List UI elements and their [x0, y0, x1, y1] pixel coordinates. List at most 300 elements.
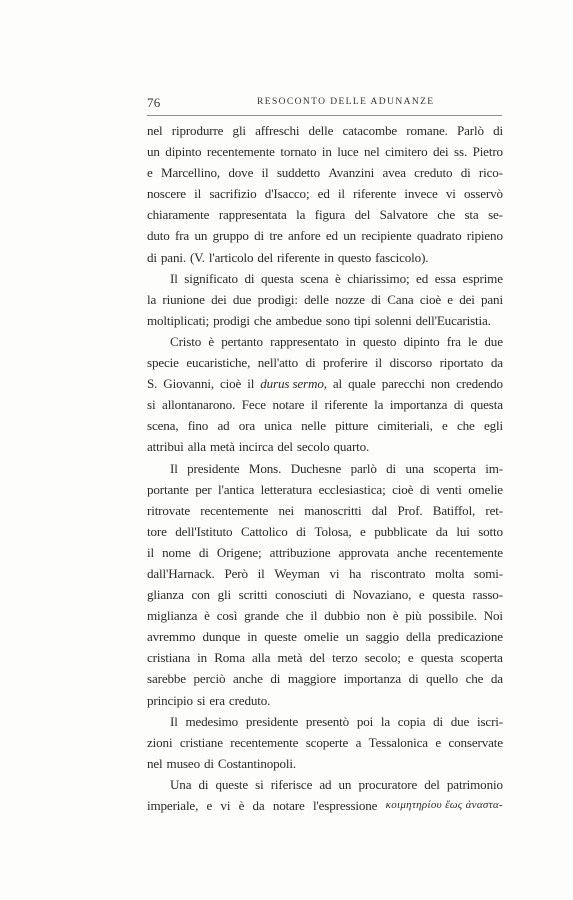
word: quello [426, 671, 458, 687]
word: Duchesne [290, 460, 342, 476]
word: di [493, 123, 503, 138]
word: miglianza [147, 608, 198, 624]
word: nel [147, 755, 163, 771]
word: anfore [288, 228, 321, 244]
word: con [191, 587, 210, 603]
word: (V. [189, 249, 205, 265]
word: riportato [439, 355, 484, 371]
word: alla [187, 439, 206, 455]
text-line [147, 711, 503, 732]
word: e [407, 650, 414, 666]
word: di [270, 671, 281, 687]
word: di [335, 587, 346, 603]
word: è [392, 608, 399, 624]
word: di [453, 397, 464, 413]
word: il [375, 355, 383, 371]
word: è [335, 270, 341, 286]
word: dei [433, 144, 449, 160]
word: vi [329, 565, 340, 581]
word: di [203, 755, 214, 771]
text-line [147, 521, 503, 542]
word: della [406, 629, 431, 645]
word: l'espressione [312, 798, 378, 813]
word: credendo [456, 376, 503, 392]
word: proferire [323, 355, 368, 371]
word: prodigi [213, 312, 250, 328]
text-line [147, 394, 503, 415]
word: recentemente [230, 734, 299, 750]
word: e [447, 291, 453, 307]
page-number: 76 [147, 95, 161, 110]
word: fra [175, 228, 190, 244]
word: questa [420, 650, 454, 666]
text-line [147, 563, 503, 584]
word: ecclesiastica; [318, 481, 386, 497]
word: catacombe [342, 123, 398, 138]
word: approvata [338, 544, 389, 560]
text-line [147, 268, 503, 289]
text-line [147, 162, 503, 183]
word: predicazione [437, 629, 503, 645]
word: così [216, 608, 238, 624]
word: recipiente [361, 228, 412, 244]
word: Però [224, 565, 248, 581]
word: che [437, 207, 455, 223]
word: Pietro [472, 144, 503, 160]
word: Roma [214, 650, 245, 666]
word: perciò [193, 671, 226, 687]
word: riprodurre [171, 123, 224, 138]
word: Salvatore [379, 207, 428, 223]
word: di [419, 481, 430, 497]
word: che [456, 418, 475, 434]
word: presentò [305, 713, 350, 729]
word: ora [238, 418, 256, 434]
word: nome [162, 544, 191, 560]
word: parecchi [381, 376, 425, 392]
word: cristiane [179, 734, 223, 750]
word: e [360, 523, 366, 539]
word: questo [337, 249, 372, 265]
word: presidente [187, 460, 240, 476]
word: riferente [324, 397, 368, 413]
word: Parlò [456, 123, 484, 138]
word: la [374, 397, 384, 413]
word: specie [147, 355, 179, 371]
word: chiarissimo; [347, 270, 410, 286]
word: Noi [483, 608, 503, 624]
word: questa [432, 587, 465, 603]
word: Giovanni, [163, 376, 214, 392]
word: dipinto [403, 333, 440, 349]
word: patrimonio [446, 776, 503, 792]
word: recentemente [206, 144, 275, 160]
word: iscri- [476, 713, 503, 729]
word: Tolosa, [314, 523, 352, 539]
word: Tessalonica [368, 734, 428, 750]
word: principio [147, 692, 193, 708]
word: la [380, 713, 391, 729]
text-line [147, 774, 503, 795]
word: dall'Harnack. [147, 565, 215, 581]
word: im- [485, 460, 503, 476]
word: cimiteriali, [377, 418, 433, 434]
word: tre [269, 228, 283, 244]
word: ad [319, 776, 332, 792]
word: un [338, 776, 352, 792]
word: l'antica [218, 481, 255, 497]
word: possibile. [428, 608, 477, 624]
word: queste [264, 629, 297, 645]
word: solenni [374, 312, 412, 328]
word: Marcellino, [160, 165, 221, 181]
word: due [232, 291, 252, 307]
word: scoperte [305, 734, 349, 750]
word: il [310, 397, 318, 413]
word: glianza [147, 587, 184, 603]
word: al [332, 376, 343, 392]
word: significato [184, 270, 238, 286]
word: affreschi [255, 123, 300, 138]
word: di [460, 165, 471, 181]
word: dei [211, 291, 227, 307]
word: era [209, 692, 225, 708]
word: di [408, 671, 419, 687]
word: invece [404, 186, 438, 202]
word: eucaristiche, [186, 355, 251, 371]
text-line [147, 141, 503, 162]
word: durus sermo, [260, 376, 327, 392]
word: molta [435, 565, 465, 581]
word: maggiore [287, 671, 337, 687]
word: d'Isacco; [264, 186, 310, 202]
word: la [147, 291, 157, 307]
word: parlò [350, 460, 377, 476]
word: creduto [414, 165, 453, 181]
word: riunione [162, 291, 205, 307]
word: il [257, 565, 265, 581]
word: anche [397, 544, 427, 560]
word: secolo [296, 439, 330, 455]
text-line [147, 247, 503, 268]
word: da [252, 798, 265, 813]
word: scena, [147, 418, 179, 434]
word: in [345, 333, 356, 349]
word: e [418, 587, 425, 603]
word: dell'Eucaristia. [415, 312, 491, 328]
word: di [254, 228, 264, 244]
text-line [147, 204, 503, 225]
word: questa [260, 270, 294, 286]
word: scritti [238, 587, 268, 603]
word: rasso- [472, 587, 503, 603]
word: il [337, 186, 345, 202]
word: ed [325, 228, 338, 244]
word: di [371, 291, 381, 307]
word: imperiale, [147, 798, 199, 813]
word: fra [446, 333, 461, 349]
word: che [285, 608, 304, 624]
word: poi [356, 713, 374, 729]
word: più [405, 608, 422, 624]
word: dell'Istituto [175, 523, 233, 539]
word: Avanzini [328, 165, 375, 181]
word: pubblicate [374, 523, 428, 539]
body-text [147, 120, 503, 816]
word: avremmo [147, 629, 196, 645]
word: omelie [468, 481, 503, 497]
header-rule [147, 115, 502, 116]
word: Il [170, 460, 178, 476]
word: moltiplicati; [147, 312, 210, 328]
word: Novaziano, [352, 587, 412, 603]
word: quadrato [416, 228, 462, 244]
word: allontanarono. [162, 397, 236, 413]
text-line [147, 183, 503, 204]
word: dei [459, 291, 475, 307]
word: Weyman [274, 565, 320, 581]
word: pitture [335, 418, 369, 434]
word: rico- [478, 165, 503, 181]
word: non [366, 608, 386, 624]
word: fascicolo). [375, 249, 429, 265]
word: in [321, 144, 332, 160]
word: nel [147, 123, 163, 138]
word: recentemente [200, 502, 269, 518]
word: di [305, 355, 316, 371]
word: del [277, 439, 293, 455]
word: scoperta [433, 460, 476, 476]
word: pani. [160, 249, 186, 265]
word: grande [244, 608, 279, 624]
word: copia [397, 713, 426, 729]
text-line [147, 415, 503, 436]
text-line [147, 542, 503, 563]
word: il [310, 608, 318, 624]
word: riferisce [270, 776, 313, 792]
word: incirca [238, 439, 274, 455]
word: in [247, 629, 258, 645]
word: recentemente [434, 544, 503, 560]
word: ad [217, 418, 230, 434]
word: la [296, 207, 306, 223]
word: è [204, 608, 210, 624]
word: rappresentato [270, 333, 339, 349]
word: due [450, 713, 470, 729]
word: si [255, 776, 264, 792]
word: presidente [245, 713, 299, 729]
word: e [206, 798, 213, 813]
text-line [147, 626, 503, 647]
word: di [433, 713, 444, 729]
word: nei [278, 502, 294, 518]
word: duto [147, 228, 170, 244]
text-line [147, 289, 503, 310]
word: rappresentata [218, 207, 287, 223]
word: riscontrato [370, 565, 426, 581]
text-line [147, 668, 503, 689]
word: osservò [463, 186, 503, 202]
word: noscere [147, 186, 186, 202]
text-line [147, 732, 503, 753]
word: prodigi: [257, 291, 298, 307]
word: e [442, 418, 448, 434]
word: Cana [387, 291, 414, 307]
word: Cristo [170, 333, 202, 349]
word: per [195, 481, 212, 497]
word: romane. [406, 123, 448, 138]
word: cioè [392, 481, 414, 497]
word: dove [228, 165, 254, 181]
word: quale [348, 376, 376, 392]
word: pani [481, 291, 503, 307]
word: Il [170, 270, 178, 286]
text-line [147, 795, 503, 816]
word: quarto. [333, 439, 370, 455]
word: importanza [389, 397, 448, 413]
word: delle [304, 291, 329, 307]
word: Batiffol, [432, 502, 476, 518]
text-line [147, 500, 503, 521]
word: κοιμητηρίου ἕως ἀναστα- [385, 799, 503, 811]
word: anche [232, 671, 263, 687]
word: museo [166, 755, 200, 771]
word: dipinto [165, 144, 202, 160]
word: essa [434, 270, 456, 286]
word: sacrifizio [209, 186, 257, 202]
word: scoperta [460, 650, 503, 666]
word: cioè [419, 291, 442, 307]
word: luce [337, 144, 359, 160]
text-line [147, 458, 503, 479]
word: discorso [389, 355, 433, 371]
word: un [147, 144, 160, 160]
word: nozze [335, 291, 365, 307]
word: conosciuti [275, 587, 328, 603]
word: portante [147, 481, 189, 497]
word: Fece [241, 397, 266, 413]
word: ambedue [275, 312, 322, 328]
word: S. [147, 376, 158, 392]
word: notare [272, 798, 305, 813]
word: ed [317, 186, 330, 202]
word: notare [272, 397, 305, 413]
word: Origene; [216, 544, 262, 560]
word: esprime [462, 270, 503, 286]
word: tipi [353, 312, 371, 328]
word: gli [217, 587, 231, 603]
word: riferente [353, 186, 397, 202]
word: metà [277, 650, 303, 666]
word: e [435, 734, 442, 750]
word: cioè [219, 376, 242, 392]
word: dunque [202, 629, 241, 645]
word: il [261, 165, 269, 181]
running-head: RESOCONTO DELLE ADUNANZE [257, 97, 435, 107]
word: da [490, 671, 503, 687]
word: avea [382, 165, 406, 181]
word: del [257, 249, 273, 265]
word: nelle [301, 418, 326, 434]
word: ed [416, 270, 429, 286]
word: figura [314, 207, 346, 223]
word: di [147, 249, 157, 265]
text-line [147, 225, 503, 246]
word: nell'atto [257, 355, 299, 371]
word: questa [470, 397, 503, 413]
word: ss. [454, 144, 468, 160]
word: una [405, 460, 424, 476]
text-line [147, 373, 503, 394]
word: ripieno [466, 228, 503, 244]
word: un [345, 629, 359, 645]
word: che [465, 671, 484, 687]
word: Cattolico [240, 523, 288, 539]
word: vi [220, 798, 231, 813]
word: somi- [473, 565, 503, 581]
word: del [354, 207, 371, 223]
word: lui [456, 523, 470, 539]
word: di [386, 460, 397, 476]
word: a [355, 734, 362, 750]
word: e [147, 165, 153, 181]
word: il [247, 376, 255, 392]
word: unica [264, 418, 292, 434]
word: sta [464, 207, 479, 223]
word: procuratore [358, 776, 418, 792]
word: medesimo [185, 713, 239, 729]
word: venti [436, 481, 462, 497]
word: Una [170, 776, 192, 792]
word: omelie [303, 629, 339, 645]
text-line [147, 753, 503, 774]
text-line [147, 647, 503, 668]
word: cimitero [385, 144, 428, 160]
text-line [147, 436, 503, 457]
word: importanza [343, 671, 402, 687]
word: nel [364, 144, 380, 160]
word: del [424, 776, 440, 792]
word: secolo; [364, 650, 401, 666]
word: Prof. [397, 502, 423, 518]
word: manoscritti [304, 502, 362, 518]
word: di [244, 270, 255, 286]
word: in [197, 650, 208, 666]
word: le [468, 333, 478, 349]
word: conservate [448, 734, 503, 750]
word: si [196, 692, 206, 708]
word: dubbio [324, 608, 360, 624]
word: si [147, 397, 156, 413]
word: di [198, 544, 209, 560]
text-line [147, 479, 503, 500]
word: Il [170, 713, 178, 729]
word: Costantinopoli. [217, 755, 297, 771]
word: attribuzione [269, 544, 331, 560]
word: sotto [478, 523, 503, 539]
word: alla [252, 650, 271, 666]
word: pertanto [221, 333, 263, 349]
word: delle [308, 123, 334, 138]
word: chiaramente [147, 207, 210, 223]
word: un [194, 228, 208, 244]
word: è [208, 333, 214, 349]
word: ritrovate [147, 502, 191, 518]
word: ha [349, 565, 362, 581]
text-line [147, 352, 503, 373]
word: di [198, 776, 209, 792]
word: sarebbe [147, 671, 186, 687]
